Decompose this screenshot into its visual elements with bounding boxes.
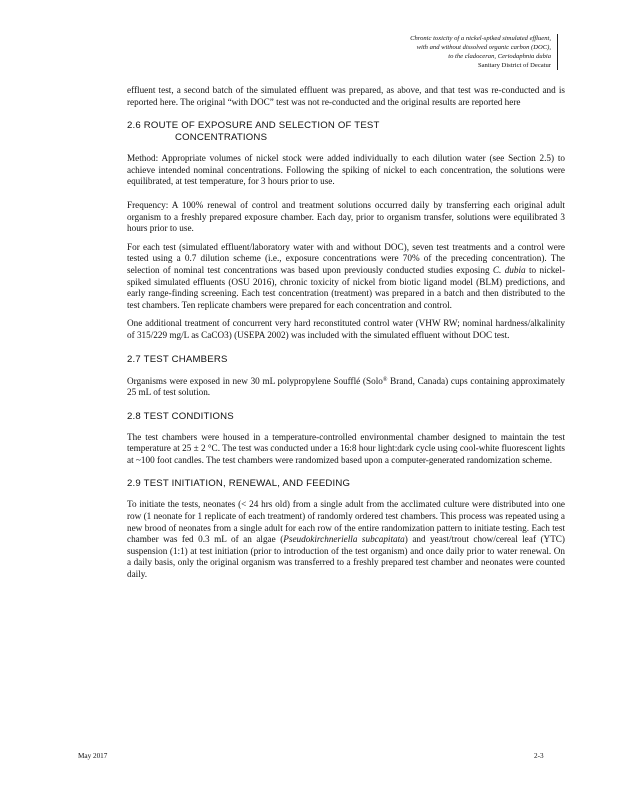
- section-2-6-method-paragraph: Method: Appropriate volumes of nickel stock were added individually to each dilution water (see Section 2.5) to achieve intended nominal concentrations. Following the spiking of nickel to each concentration, the solutions were equilibrated, at test temperature, for 3 hours prior to use.: [127, 153, 565, 187]
- section-2-8-heading: 2.8 TEST CONDITIONS: [127, 410, 234, 422]
- chambers-text-part1: Organisms were exposed in new 30 mL polypropylene Soufflé (Solo: [127, 375, 383, 386]
- running-header: [321, 34, 558, 70]
- registered-mark: ®: [382, 376, 388, 383]
- footer-date: May 2017: [78, 752, 108, 760]
- species-name: C. dubia: [492, 264, 526, 275]
- header-title-line3: to the cladoceran, Ceriodaphnia dubia: [448, 53, 551, 60]
- section-2-6-heading-line2: CONCENTRATIONS: [175, 132, 268, 144]
- initiation-text-part2: ) and yeast/trout chow/cereal leaf (YTC) suspension (1:1) at test initiation (prior to introduction of the test organism) and once daily prior to water renewal. On a daily basis, only the original organism was transferred to a freshly prepared test chamber and neonates were counted daily.: [127, 534, 565, 580]
- section-2-6-heading: [127, 120, 565, 144]
- treatments-text-part1: For each test (simulated effluent/laboratory water with and without DOC), seven test treatments and a control were tested using a 0.7 dilution scheme (i.e., exposure concentrations were 70% of the preceding concentration). The selection of nominal test concentrations was based upon previously conducted studies exposing: [127, 241, 565, 275]
- initiation-text-part1: To initiate the tests, neonates (< 24 hrs old) from a single adult from the acclimated culture were distributed into one row (1 neonate for 1 replicate of each treatment) of randomly ordered test chambers. This process was repeated using a new brood of neonates from a single adult for each row of the entire randomization pattern to initiate testing. Each test chamber was fed 0.3 mL of an algae (: [127, 499, 565, 545]
- header-title-line2: with and without dissolved organic carbon (DOC),: [416, 44, 551, 51]
- header-title-line1: Chronic toxicity of a nickel-spiked simulated effluent,: [410, 35, 551, 42]
- section-2-9-paragraph: [127, 499, 565, 580]
- page-number: 2-3: [534, 752, 544, 760]
- section-2-6-vhw-paragraph: One additional treatment of concurrent very hard reconstituted control water (VHW RW; nominal hardness/alkalinity of 315/229 mg/L as CaCO3) (USEPA 2002) was included with the simulated effluent without DOC test.: [127, 318, 565, 340]
- header-organization: Sanitary District of Decatur: [477, 62, 551, 69]
- page-body: [127, 85, 565, 581]
- treatments-text-part2: to nickel-spiked simulated effluents (OSU 2016), chronic toxicity of nickel from biotic ligand model (BLM) predictions, and early range-finding screening. Each test concentration (treatment) was prepared in a batch and then distributed to the test chambers. Ten replicate chambers were prepared for each concentration and control.: [127, 264, 566, 310]
- chambers-text-part2: Brand, Canada) cups containing approximately 25 mL of test solution.: [127, 375, 565, 398]
- section-2-6-treatments-paragraph: [127, 242, 565, 312]
- section-2-7-paragraph: [127, 375, 565, 399]
- section-2-6-heading-line1: 2.6 ROUTE OF EXPOSURE AND SELECTION OF TEST: [127, 120, 380, 132]
- section-2-6-frequency-paragraph: Frequency: A 100% renewal of control and treatment solutions occurred daily by transferring each original adult organism to a freshly prepared exposure chamber. Each day, prior to organism transfer, solutions were equilibrated 3 hours prior to use.: [127, 199, 565, 234]
- section-2-7-heading: 2.7 TEST CHAMBERS: [127, 353, 228, 365]
- section-2-9-heading: 2.9 TEST INITIATION, RENEWAL, AND FEEDING: [127, 478, 351, 490]
- section-2-8-paragraph: The test chambers were housed in a temperature-controlled environmental chamber designed to maintain the test temperature at 25 ± 2 °C. The test was conducted under a 16:8 hour light:dark cycle using cool-white fluorescent lights at ~100 foot candles. The test chambers were randomized based upon a computer-generated randomization scheme.: [127, 431, 565, 465]
- algae-species-name: Pseudokirchneriella subcapitata: [283, 534, 405, 545]
- intro-paragraph: effluent test, a second batch of the simulated effluent was prepared, as above, and that test was re-conducted and is reported here. The original “with DOC” test was not re-conducted and the original results are reported here: [127, 85, 565, 107]
